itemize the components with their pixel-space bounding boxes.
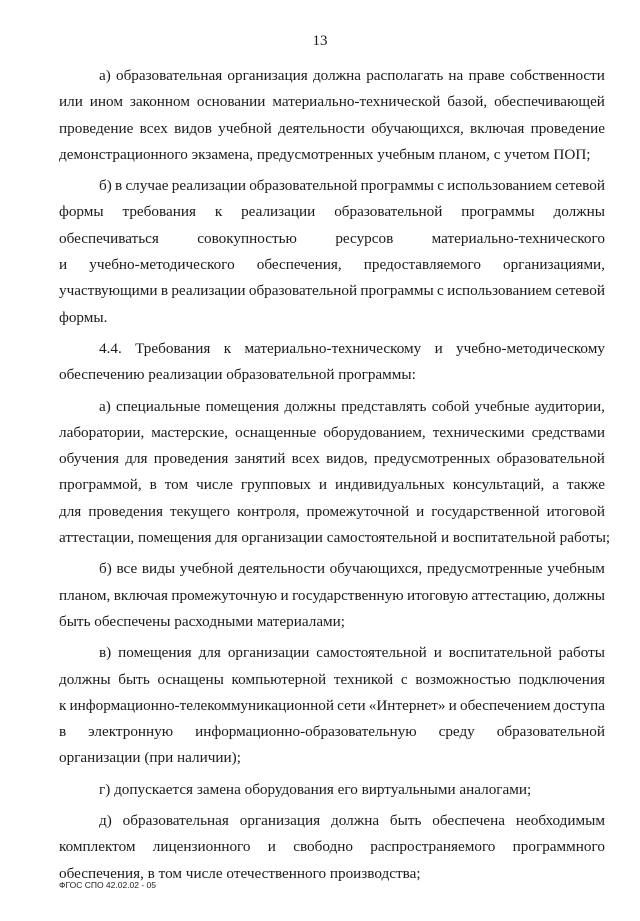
page-number: 13 [312,33,328,49]
text-line [59,63,605,89]
paragraph [59,808,605,887]
word: государственную [292,586,404,604]
word: б) [99,177,112,195]
word: организация [239,812,321,830]
word: должна [312,67,362,84]
word: и [59,256,68,274]
word: собой [431,397,470,415]
word: деятельности [238,560,325,578]
word: проведение [530,119,605,137]
text-line [59,808,605,834]
word: воспитательной [448,644,552,662]
word: а [552,476,559,494]
word: среду [438,723,475,741]
word: учебным [547,560,605,578]
text-line [59,394,605,420]
word: реализации [171,282,246,300]
word: групповых [240,476,311,494]
word: проведения [153,450,229,468]
word: видов, [326,450,368,468]
word: подключения [518,670,605,688]
word: базой, [447,93,488,111]
word: в [59,723,67,741]
word: должны [59,670,111,688]
text-line [59,199,605,225]
text-line [59,278,605,304]
text-line: организации (при наличии); [59,749,241,767]
word: «Интернет» [368,696,446,714]
word: том [164,476,189,494]
paragraph [59,777,605,803]
word: д) [99,812,112,830]
word: также [566,476,605,494]
word: образовательной [496,450,605,468]
word: для [59,502,82,520]
word: использованием [447,282,552,300]
word: техническими [432,423,525,441]
text-line [59,89,605,115]
word: б) [99,560,112,578]
word: реализации [171,177,246,195]
word: комплектом [59,838,136,856]
word: сетевой [555,177,605,195]
text-line: аттестации, помещения для организации самостоятельной и воспитательной работы; [59,529,611,547]
word: и [433,644,442,662]
word: к [59,696,67,714]
word: для [198,644,221,662]
word: предоставляемого [363,256,481,274]
footer-standard-code: ФГОС СПО 42.02.02 - 05 [59,880,157,890]
word: специальные [116,397,201,415]
word: или [59,93,83,111]
word: собственности [509,67,605,84]
word: предусмотренные [426,560,543,578]
word: праве [468,67,505,84]
word: обеспечением [459,696,551,714]
document-body [59,63,611,887]
word: всех [291,450,320,468]
word: реализации [241,203,316,221]
word: быть [389,812,422,830]
word: доступа [553,696,605,714]
word: с [400,670,408,688]
word: государственной [431,502,540,520]
text-line [59,640,605,666]
word: для [125,450,148,468]
word: материально-технического [431,229,605,247]
word: в [115,177,123,195]
word: основании [196,93,266,111]
word: обучающихся, [329,560,423,578]
word: образовательной [334,203,443,221]
paragraph [59,640,605,771]
word: формы [59,203,104,221]
word: включая [113,586,168,604]
word: проведения [88,502,163,520]
word: с [437,177,444,195]
paragraph [59,336,605,389]
word: программы [461,203,535,221]
word: итоговой [546,502,605,520]
word: оснащенные [235,423,317,441]
word: проведение [59,119,134,137]
word: информационно-образовательную [195,723,417,741]
word: участвующими [59,282,158,300]
word: техникой [333,670,394,688]
word: необходимым [515,812,605,830]
paragraph [59,556,605,635]
word: информационно-телекоммуникационной [69,696,334,714]
word: образовательной [249,177,358,195]
word: итоговую [406,586,469,604]
word: возможностью [415,670,511,688]
word: с [437,282,444,300]
word: организациями, [503,256,605,274]
word: и [318,476,328,494]
text-line: обеспечению реализации образовательной программы: [59,366,416,384]
word: к [214,203,223,221]
word: и [416,502,425,520]
word: мастерские, [151,423,229,441]
word: в) [99,644,112,662]
word: на [448,67,464,84]
word: средствами [531,423,605,441]
word: и [448,696,457,714]
word: электронную [88,723,174,741]
text-line: формы. [59,308,108,326]
text-line [59,420,605,446]
word: самостоятельной [316,644,427,662]
text-line [59,834,605,860]
text-line: г) допускается замена оборудования его виртуальными аналогами; [99,780,532,798]
text-line: демонстрационного экзамена, предусмотренных учебным планом, с учетом ПОП; [59,145,591,163]
word: учебно-методического [89,256,235,274]
word: все [116,560,138,578]
text-line [59,667,605,693]
word: контроля, [237,502,300,520]
text-line [59,556,605,582]
word: образовательная [115,67,223,84]
word: обучения [59,450,119,468]
word: и [267,838,276,856]
word: программы [360,177,434,195]
word: программой, [59,476,142,494]
text-line [59,472,605,498]
text-line [59,693,605,719]
word: а) [99,67,111,84]
word: к [223,339,232,357]
text-line: быть обеспечены расходными материалами; [59,612,346,630]
word: а) [99,397,111,415]
word: случае [125,177,169,195]
text-line [59,583,605,609]
word: распространяемого [370,838,496,856]
paragraph [59,173,605,331]
word: предусмотренных [373,450,491,468]
word: всех [139,119,168,137]
word: сетевой [555,282,605,300]
text-line [59,116,605,142]
word: должна [331,812,380,830]
word: учебной [218,119,272,137]
word: помещения [118,644,192,662]
word: текущего [169,502,230,520]
word: аттестацию, [471,586,550,604]
word: промежуточной [306,502,410,520]
word: организации [227,644,310,662]
word: Требования [135,339,211,357]
word: планом, [59,586,111,604]
word: свободно [293,838,353,856]
word: оборудованием, [323,423,426,441]
word: законном [129,93,190,111]
word: и [434,339,443,357]
word: должны [553,586,605,604]
word: должны [553,203,605,221]
word: лицензионного [152,838,251,856]
word: совокупностью [197,229,297,247]
word: обеспечиваться [59,229,159,247]
word: обеспечения, [256,256,342,274]
word: аудитории, [534,397,605,415]
word: виды [141,560,176,578]
word: обучающихся, [371,119,464,137]
text-line [59,719,605,745]
word: материально-техническому [244,339,422,357]
text-line [59,226,605,252]
word: числе [196,476,233,494]
word: в [160,282,168,300]
word: оснащены [157,670,224,688]
word: должны [284,397,336,415]
text-line [59,499,605,525]
word: помещения [205,397,280,415]
paragraph [59,394,611,552]
word: программы [360,282,434,300]
word: обеспечивающей [494,93,605,111]
word: программного [512,838,605,856]
word: обеспечена [432,812,506,830]
word: образовательной [496,723,605,741]
text-line [59,173,605,199]
word: в [149,476,157,494]
word: лаборатории, [59,423,145,441]
text-line [59,446,605,472]
paragraph [59,63,605,168]
word: организация [227,67,308,84]
word: использованием [447,177,552,195]
word: работы [558,644,605,662]
word: образовательная [122,812,229,830]
word: учебные [474,397,530,415]
text-line [59,336,605,362]
word: располагать [366,67,444,84]
word: сети [337,696,366,714]
text-line: обеспечения, в том числе отечественного производства; [59,864,421,882]
word: быть [118,670,150,688]
word: требования [122,203,196,221]
word: занятий [234,450,286,468]
text-line [59,252,605,278]
word: промежуточную [171,586,278,604]
word: консультаций, [452,476,545,494]
word: деятельности [277,119,365,137]
word: учебной [179,560,234,578]
word: ресурсов [335,229,394,247]
word: видов [174,119,212,137]
word: образовательной [248,282,358,300]
word: компьютерной [231,670,327,688]
word: включая [470,119,525,137]
word: представлять [341,397,427,415]
word: 4.4. [99,339,122,357]
word: учебно-методическому [456,339,605,357]
word: материально-технической [272,93,441,111]
word: и [280,586,289,604]
word: индивидуальных [334,476,445,494]
word: ином [89,93,123,111]
